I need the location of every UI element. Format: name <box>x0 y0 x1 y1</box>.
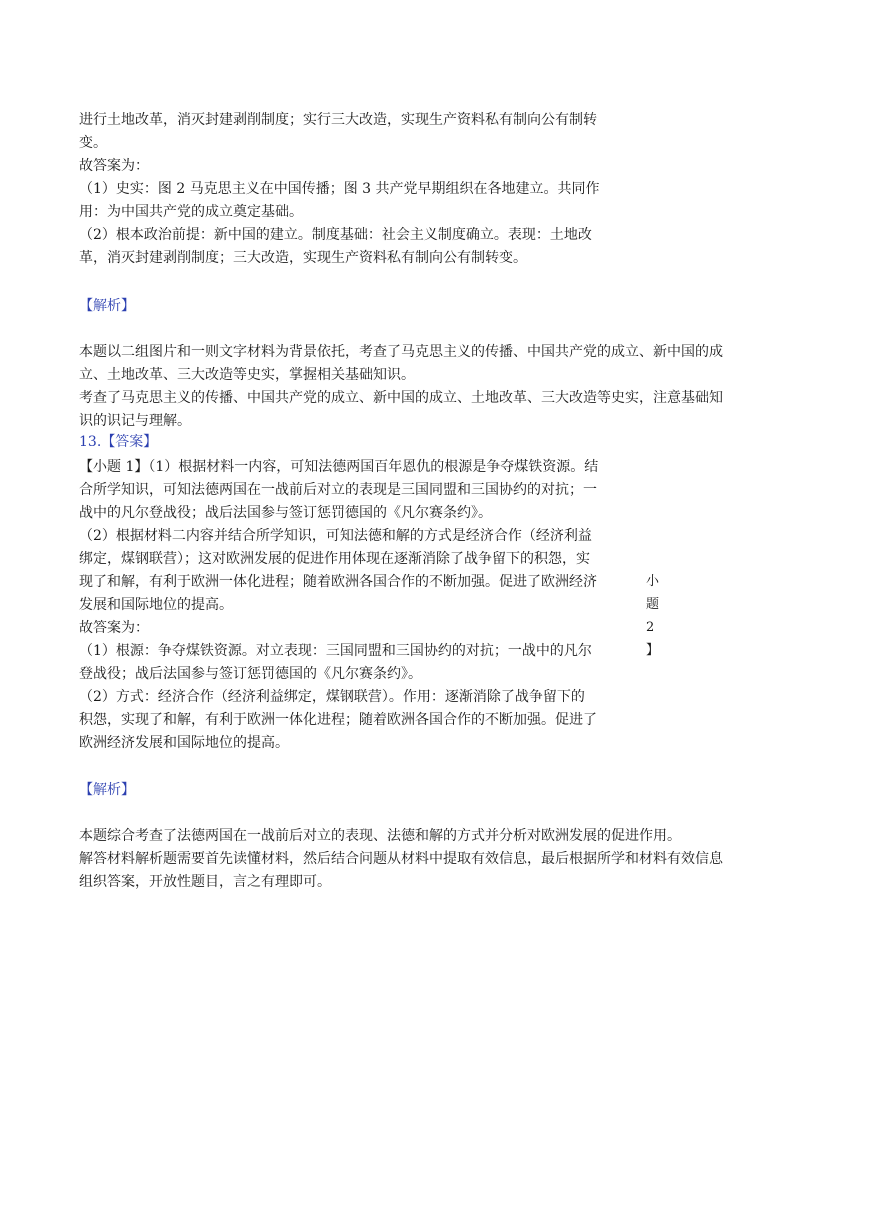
analysis-heading: 【解析】 <box>79 298 135 314</box>
text-line: 用：为中国共产党的成立奠定基础。 <box>79 204 303 220</box>
text-line: 故答案为： <box>79 158 149 174</box>
text-line: 欧洲经济发展和国际地位的提高。 <box>79 735 289 751</box>
text-line: 【小题 1】（1）根据材料一内容，可知法德两国百年恩仇的根源是争夺煤铁资源。结 <box>79 459 599 475</box>
text-line: 现了和解，有利于欧洲一体化进程；随着欧洲各国合作的不断加强。促进了欧洲经济 <box>79 574 597 590</box>
text-line: 战中的凡尔登战役；战后法国参与签订惩罚德国的《凡尔赛条约》。 <box>79 505 492 521</box>
text-line: 积怨，实现了和解，有利于欧洲一体化进程；随着欧洲各国合作的不断加强。促进了 <box>79 712 597 728</box>
analysis-heading: 【解析】 <box>79 782 135 798</box>
text-line: 发展和国际地位的提高。 <box>79 597 233 613</box>
text-line: 变。 <box>79 135 107 151</box>
text-line: （2）方式：经济合作（经济利益绑定，煤钢联营）。作用：逐渐消除了战争留下的 <box>79 689 585 705</box>
text-line: 本题以二组图片和一则文字材料为背景依托，考查了马克思主义的传播、中国共产党的成立、新中国的成 <box>79 344 723 360</box>
text-line: （2）根本政治前提：新中国的建立。制度基础：社会主义制度确立。表现：土地改 <box>79 227 592 243</box>
text-line: 进行土地改革，消灭封建剥削制度；实行三大改造，实现生产资料私有制向公有制转 <box>79 112 597 128</box>
side-label-char: 】 <box>646 643 660 658</box>
text-line: 识的识记与理解。 <box>79 413 191 429</box>
side-label-char: 小 <box>646 574 660 589</box>
side-label-char: 2 <box>646 620 655 635</box>
text-line: （1）史实：图 2 马克思主义在中国传播；图 3 共产党早期组织在各地建立。共同作 <box>79 181 600 197</box>
answer-heading: 13.【答案】 <box>79 434 158 450</box>
text-line: 考查了马克思主义的传播、中国共产党的成立、新中国的成立、土地改革、三大改造等史实，注意基础知 <box>79 390 723 406</box>
text-line: 登战役；战后法国参与签订惩罚德国的《凡尔赛条约》。 <box>79 666 422 682</box>
text-line: 本题综合考查了法德两国在一战前后对立的表现、法德和解的方式并分析对欧洲发展的促进作用。 <box>79 828 681 844</box>
text-line: （1）根源：争夺煤铁资源。对立表现：三国同盟和三国协约的对抗；一战中的凡尔 <box>79 643 592 659</box>
text-line: 故答案为： <box>79 620 149 636</box>
text-line: 革，消灭封建剥削制度；三大改造，实现生产资料私有制向公有制转变。 <box>79 250 527 266</box>
text-line: （2）根据材料二内容并结合所学知识，可知法德和解的方式是经济合作（经济利益 <box>79 528 592 544</box>
side-label-char: 题 <box>646 597 660 612</box>
text-line: 立、土地改革、三大改造等史实，掌握相关基础知识。 <box>79 367 415 383</box>
text-line: 组织答案，开放性题目，言之有理即可。 <box>79 874 331 890</box>
text-line: 合所学知识，可知法德两国在一战前后对立的表现是三国同盟和三国协约的对抗；一 <box>79 482 597 498</box>
text-line: 绑定，煤钢联营）；这对欧洲发展的促进作用体现在逐渐消除了战争留下的积怨，实 <box>79 551 590 567</box>
text-line: 解答材料解析题需要首先读懂材料，然后结合问题从材料中提取有效信息，最后根据所学和材料有效信息 <box>79 851 723 867</box>
